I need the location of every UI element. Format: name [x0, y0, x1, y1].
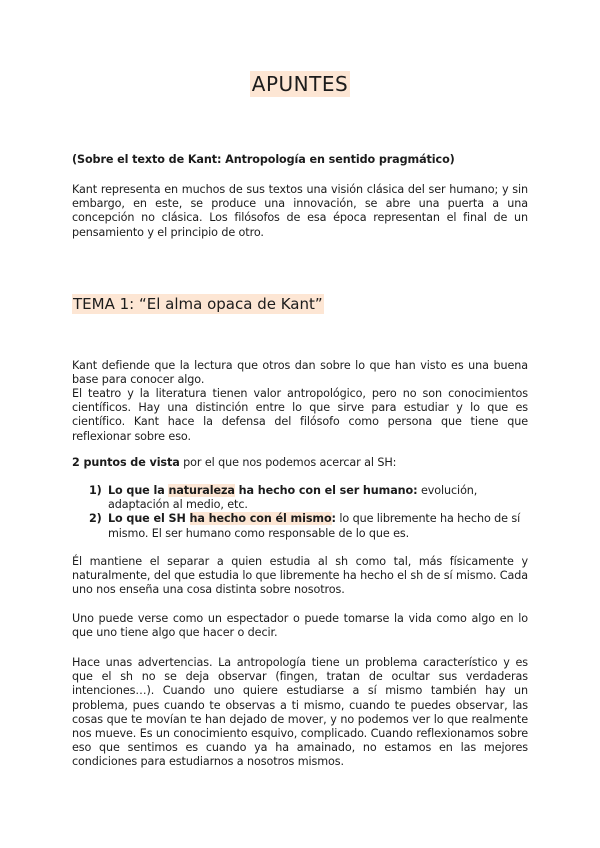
- list-item: [72, 512, 528, 540]
- list-item-bold: Lo que el SH: [108, 512, 190, 526]
- list-item-number: 2): [89, 512, 102, 526]
- subtitle: (Sobre el texto de Kant: Antropología en sentido pragmático): [72, 153, 455, 166]
- list-item-text: lo que libremente ha hecho de sí mismo. El ser humano como responsable de lo que es.: [108, 512, 521, 540]
- paragraph-4: Uno puede verse como un espectador o puede tomarse la vida como algo en lo que uno tiene algo que hacer o decir.: [72, 612, 528, 640]
- paragraph-1: Kant defiende que la lectura que otros dan sobre lo que han visto es una buena base para conocer algo.: [72, 359, 528, 387]
- page-title: APUNTES: [251, 72, 349, 96]
- page-title-wrapper: [0, 71, 600, 97]
- intro-paragraph: Kant representa en muchos de sus textos una visión clásica del ser humano; y sin embargo, en este, se produce una innovación, se abre una puerta a una concepción no clásica. Los filósofos de esa época representan el final de un pensamiento y el principio de otro.: [72, 183, 528, 239]
- list-item-highlight: ha hecho con él mismo: [189, 512, 332, 526]
- viewpoints-bold: 2 puntos de vista: [72, 456, 180, 469]
- section-heading-text: TEMA 1: “El alma opaca de Kant”: [73, 295, 323, 313]
- viewpoints-list: [72, 484, 528, 541]
- paragraph-2: El teatro y la literatura tienen valor antropológico, pero no son conocimientos científicos. Hay una distinción entre lo que sirve para estudiar y lo que es científico. Kant hace la defensa del filósofo como persona que tiene que reflexionar sobre eso.: [72, 387, 528, 443]
- section-heading: [72, 294, 324, 314]
- list-item-text: evolución, adaptación al medio, etc.: [108, 484, 478, 512]
- paragraph-5: Hace unas advertencias. La antropología tiene un problema característico y es que el sh no se deja observar (fingen, tratan de ocultar sus verdaderas intenciones…). Cuando uno quiere estudiarse a sí mismo también hay un problema, pues cuando te observas a ti mismo, cuando te puedes observar, las cosas que te movían te han dejado de mover, y no podemos ver lo que realmente nos mueve. Es un conocimiento esquivo, complicado. Cuando reflexionamos sobre eso que sentimos es cuando ya ha amainado, no estamos en las mejores condiciones para estudiarnos a nosotros mismos.: [72, 656, 528, 769]
- viewpoints-line: [72, 456, 528, 470]
- list-item-bold: ha hecho con el ser humano:: [234, 484, 418, 497]
- paragraph-3: Él mantiene el separar a quien estudia al sh como tal, más físicamente y naturalmente, del que estudia lo que libremente ha hecho el sh de sí mismo. Cada uno nos enseña una cosa distinta sobre nosotros.: [72, 555, 529, 597]
- list-item: [72, 484, 528, 512]
- list-item-bold: Lo que la: [108, 484, 169, 497]
- viewpoints-rest: por el que nos podemos acercar al SH:: [179, 456, 397, 469]
- list-item-number: 1): [89, 484, 102, 497]
- list-item-highlight: naturaleza: [168, 484, 235, 497]
- list-item-bold: :: [331, 512, 336, 526]
